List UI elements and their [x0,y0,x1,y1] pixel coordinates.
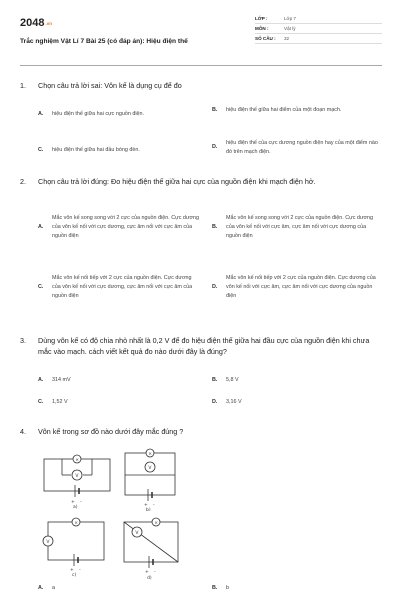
option-letter: A. [38,585,44,591]
meta-value: Vật lý [284,26,296,31]
diagram-label: d) [147,576,152,580]
option-c[interactable] [38,398,188,407]
diagram-label: a) [73,505,78,509]
page-title: Trắc nghiệm Vật Lí 7 Bài 25 (có đáp án): Hiệu điện thế [20,38,188,45]
minus-sign: - [80,500,82,505]
option-b[interactable] [212,584,362,593]
circuit-wire [125,453,175,495]
question-stem [20,335,382,357]
question-number: 2. [20,177,26,186]
circuit-diagram-b [120,445,180,511]
option-text: b [226,585,229,591]
option-text: 5,8 V [226,377,239,383]
logo-text: 2048 [20,17,45,29]
meta-table [255,14,382,44]
question-text: Chọn câu trả lời sai: Vôn kế là dụng cụ để đo [38,81,182,90]
option-letter: B. [212,223,218,230]
plus-sign: + [70,568,74,573]
meta-value: Lớp 7 [284,16,296,21]
meta-key: LỚP : [255,16,268,21]
option-letter: B. [212,377,218,383]
meta-value: 32 [284,36,290,41]
option-letter: C. [38,147,44,153]
option-letter: C. [38,283,44,290]
option-a[interactable] [38,376,188,385]
voltmeter-symbol: V [148,465,152,471]
meta-row-count [255,34,382,44]
question-number: 1. [20,81,26,90]
option-text: Mắc vôn kế nối tiếp với 2 cực của nguồn điện. Cực dương của vôn kế nối với cực dương, cực âm nối với cực âm của nguồn điện [52,275,193,299]
option-text: 3,16 V [226,399,242,405]
question-4 [20,426,382,437]
voltmeter-symbol: V [135,530,139,536]
question-number: 4. [20,427,26,436]
diagram-label: c) [72,573,77,578]
option-c[interactable] [38,274,200,300]
minus-sign: - [153,503,155,508]
lamp-symbol: × [154,520,158,526]
question-text: Chọn câu trả lời đúng: Đo hiệu điện thế giữa hai cực của nguồn điện khi mạch điện hở. [38,177,316,186]
question-3 [20,335,382,357]
meta-key: MÔN : [255,26,269,31]
option-a[interactable] [38,584,188,593]
option-text: hiệu điện thế giữa hai đầu bóng đèn. [52,147,140,153]
voltmeter-symbol: V [75,473,79,479]
option-text: hiệu điện thế giữa hai điểm của một đoạn mạch. [226,107,342,113]
option-letter: A. [38,377,44,383]
option-text: Mắc vôn kế nối tiếp với 2 cực của nguồn điện. Cực dương của vôn kế nối với cực âm, cực âm nối với cực dương của nguồn điện [226,275,376,299]
question-2 [20,176,382,187]
header-divider [20,65,382,66]
question-stem [20,426,382,437]
option-d[interactable] [212,398,362,407]
lamp-symbol: × [148,451,152,457]
option-letter: B. [212,585,218,591]
circuit-diagram-c [38,512,108,578]
circuit-wire [124,522,178,562]
option-c[interactable] [38,146,188,155]
minus-sign: - [154,570,156,575]
option-b[interactable] [212,214,382,240]
minus-sign: - [79,568,81,573]
diagram-label: b) [146,508,151,511]
question-text: Vôn kế trong sơ đồ nào dưới đây mắc đúng ? [38,427,184,436]
plus-sign: + [144,503,148,508]
option-text: a [52,585,55,591]
circuit-wire [48,522,104,560]
plus-sign: + [145,570,149,575]
site-logo[interactable] [20,17,52,29]
question-stem [20,80,382,91]
option-d[interactable] [212,139,382,157]
logo-suffix: .vn [45,20,52,26]
meta-row-class [255,14,382,24]
circuit-diagram-d [120,514,182,580]
option-letter: B. [212,107,218,113]
question-text: Dùng vôn kế có độ chia nhỏ nhất là 0,2 V để đo hiệu điện thế giữa hai đầu cực của nguồn điện khi chưa mắc vào mạch. cách viết kết quả đo nào dưới đây là đúng? [38,336,370,356]
lamp-symbol: × [75,457,79,463]
option-b[interactable] [212,376,362,385]
meta-row-subject [255,24,382,34]
question-number: 3. [20,336,26,345]
question-stem [20,176,382,187]
option-text: 314 mV [52,377,71,383]
option-letter: A. [38,223,44,230]
meta-key: SỐ CÂU : [255,36,276,41]
option-text: Mắc vôn kế song song với 2 cực của nguồn điện. Cực dương của vôn kế nối với cực âm, cực âm nối với cực dương của nguồn điện [226,215,374,239]
option-text: hiệu điện thế giữa hai cực nguồn điện. [52,111,145,117]
option-letter: A. [38,111,44,117]
option-text: 1,52 V [52,399,68,405]
option-letter: D. [212,283,218,290]
page-header [20,14,382,60]
plus-sign: + [71,500,75,505]
option-text: hiệu điện thế của cực dương nguồn điện hay của một điểm nào đó trên mạch điện. [226,140,378,155]
option-text: Mắc vôn kế song song với 2 cực của nguồn điện. Cực dương của vôn kế nối với cực dương, cực âm nối với cực âm của nguồn điện [52,215,200,239]
option-letter: C. [38,399,44,405]
option-a[interactable] [38,214,200,240]
circuit-diagram-a [42,447,112,509]
lamp-symbol: × [74,520,78,526]
option-b[interactable] [212,106,382,115]
voltmeter-symbol: V [46,539,50,545]
option-letter: D. [212,399,218,405]
option-a[interactable] [38,110,188,119]
question-1 [20,80,382,91]
option-letter: D. [212,144,218,151]
option-d[interactable] [212,274,382,300]
